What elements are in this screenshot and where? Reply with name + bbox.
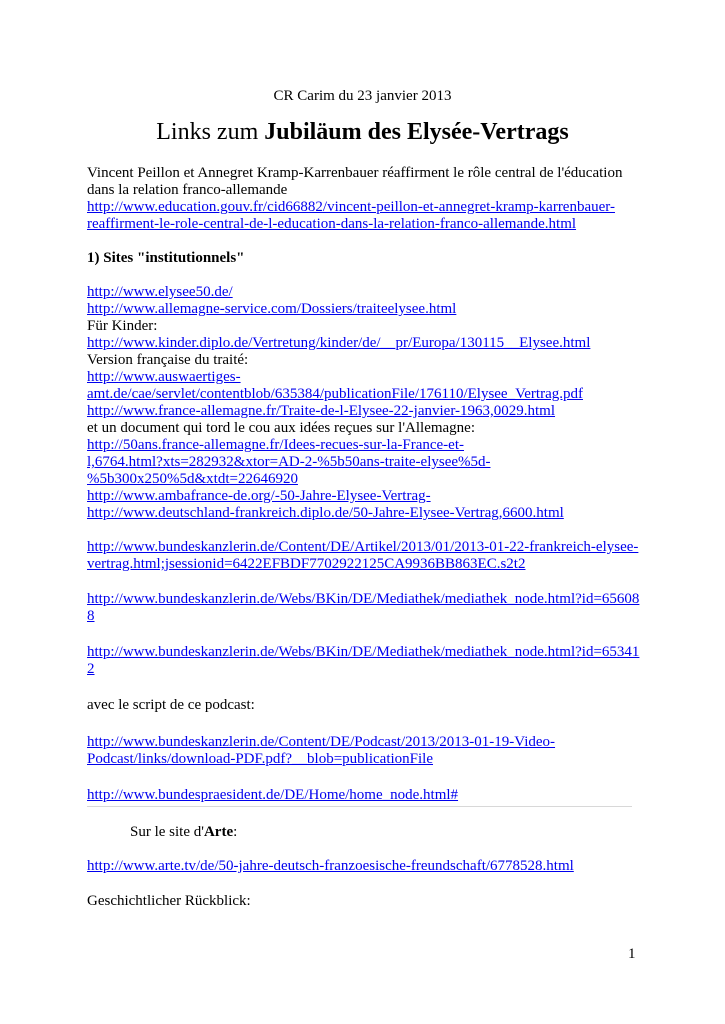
bundeskanzlerin-mediathek-link-1-cont[interactable]: 8 xyxy=(87,608,95,624)
auswaertiges-link[interactable]: http://www.auswaertiges- xyxy=(87,369,241,385)
france-allemagne-link[interactable]: http://www.france-allemagne.fr/Traite-de-l-Elysee-22-janvier-1963,0029.html xyxy=(87,403,556,419)
arte-label-bold: Arte xyxy=(203,824,234,840)
page-number: 1 xyxy=(628,946,636,962)
ambafrance-link[interactable]: http://www.ambafrance-de.org/-50-Jahre-Elysee-Vertrag- xyxy=(87,488,431,504)
education-gouv-link-cont[interactable]: reaffirment-le-role-central-de-l-education-dans-la-relation-franco-allemande.html xyxy=(87,216,577,232)
intro-text-line-2: dans la relation franco-allemande xyxy=(87,182,288,198)
elysee50-link[interactable]: http://www.elysee50.de/ xyxy=(87,284,233,300)
bundeskanzlerin-mediathek-link-2[interactable]: http://www.bundeskanzlerin.de/Webs/BKin/DE/Mediathek/mediathek_node.html?id=65341 xyxy=(87,644,640,660)
arte-link[interactable]: http://www.arte.tv/de/50-jahre-deutsch-franzoesische-freundschaft/6778528.html xyxy=(87,858,574,874)
bundeskanzlerin-podcast-link-cont[interactable]: Podcast/links/download-PDF.pdf?__blob=publicationFile xyxy=(87,751,433,767)
document-header: CR Carim du 23 janvier 2013 xyxy=(273,88,452,104)
deutschland-frankreich-link[interactable]: http://www.deutschland-frankreich.diplo.de/50-Jahre-Elysee-Vertrag,6600.html xyxy=(87,505,564,521)
intro-text-line-1: Vincent Peillon et Annegret Kramp-Karrenbauer réaffirment le rôle central de l'éducation xyxy=(87,165,623,181)
bundeskanzlerin-mediathek-link-2-cont[interactable]: 2 xyxy=(87,661,95,677)
fiftyans-link[interactable]: http://50ans.france-allemagne.fr/Idees-recues-sur-la-France-et- xyxy=(87,437,464,453)
allemagne-service-link[interactable]: http://www.allemagne-service.com/Dossiers/traiteelysee.html xyxy=(87,301,457,317)
version-francaise-label: Version française du traité: xyxy=(87,352,249,368)
arte-label xyxy=(130,823,237,841)
bundeskanzlerin-artikel-link-cont[interactable]: vertrag.html;jsessionid=6422EFBDF7702922125CA9936BB863EC.s2t2 xyxy=(87,556,526,572)
bundeskanzlerin-artikel-link[interactable]: http://www.bundeskanzlerin.de/Content/DE/Artikel/2013/01/2013-01-22-frankreich-elysee- xyxy=(87,539,639,555)
fiftyans-link-cont-1[interactable]: l,6764.html?xts=282932&xtor=AD-2-%5b50ans-traite-elysee%5d- xyxy=(87,454,491,470)
divider xyxy=(87,806,632,807)
education-gouv-link[interactable]: http://www.education.gouv.fr/cid66882/vincent-peillon-et-annegret-kramp-karrenbauer- xyxy=(87,199,615,215)
fiftyans-link-cont-2[interactable]: %5b300x250%5d&xtdt=22646920 xyxy=(87,471,298,487)
title-prefix: Links zum xyxy=(156,119,265,145)
arte-label-prefix: Sur le site d' xyxy=(130,824,204,840)
auswaertiges-link-cont[interactable]: amt.de/cae/servlet/contentblob/635384/publicationFile/176110/Elysee_Vertrag.pdf xyxy=(87,386,583,402)
rueckblick-label: Geschichtlicher Rückblick: xyxy=(87,893,251,909)
bundeskanzlerin-podcast-link[interactable]: http://www.bundeskanzlerin.de/Content/DE/Podcast/2013/2013-01-19-Video- xyxy=(87,734,556,750)
fuer-kinder-label: Für Kinder: xyxy=(87,318,158,334)
arte-label-suffix: : xyxy=(233,824,238,840)
page-title xyxy=(0,117,725,147)
document-label: et un document qui tord le cou aux idées reçues sur l'Allemagne: xyxy=(87,420,476,436)
bundeskanzlerin-mediathek-link-1[interactable]: http://www.bundeskanzlerin.de/Webs/BKin/DE/Mediathek/mediathek_node.html?id=65608 xyxy=(87,591,640,607)
title-bold: Jubiläum des Elysée-Vertrags xyxy=(264,119,569,145)
kinder-diplo-link[interactable]: http://www.kinder.diplo.de/Vertretung/kinder/de/__pr/Europa/130115__Elysee.html xyxy=(87,335,591,351)
podcast-label: avec le script de ce podcast: xyxy=(87,697,255,713)
bundespraesident-link[interactable]: http://www.bundespraesident.de/DE/Home/home_node.html# xyxy=(87,787,459,803)
section-heading: 1) Sites "institutionnels" xyxy=(87,250,245,266)
